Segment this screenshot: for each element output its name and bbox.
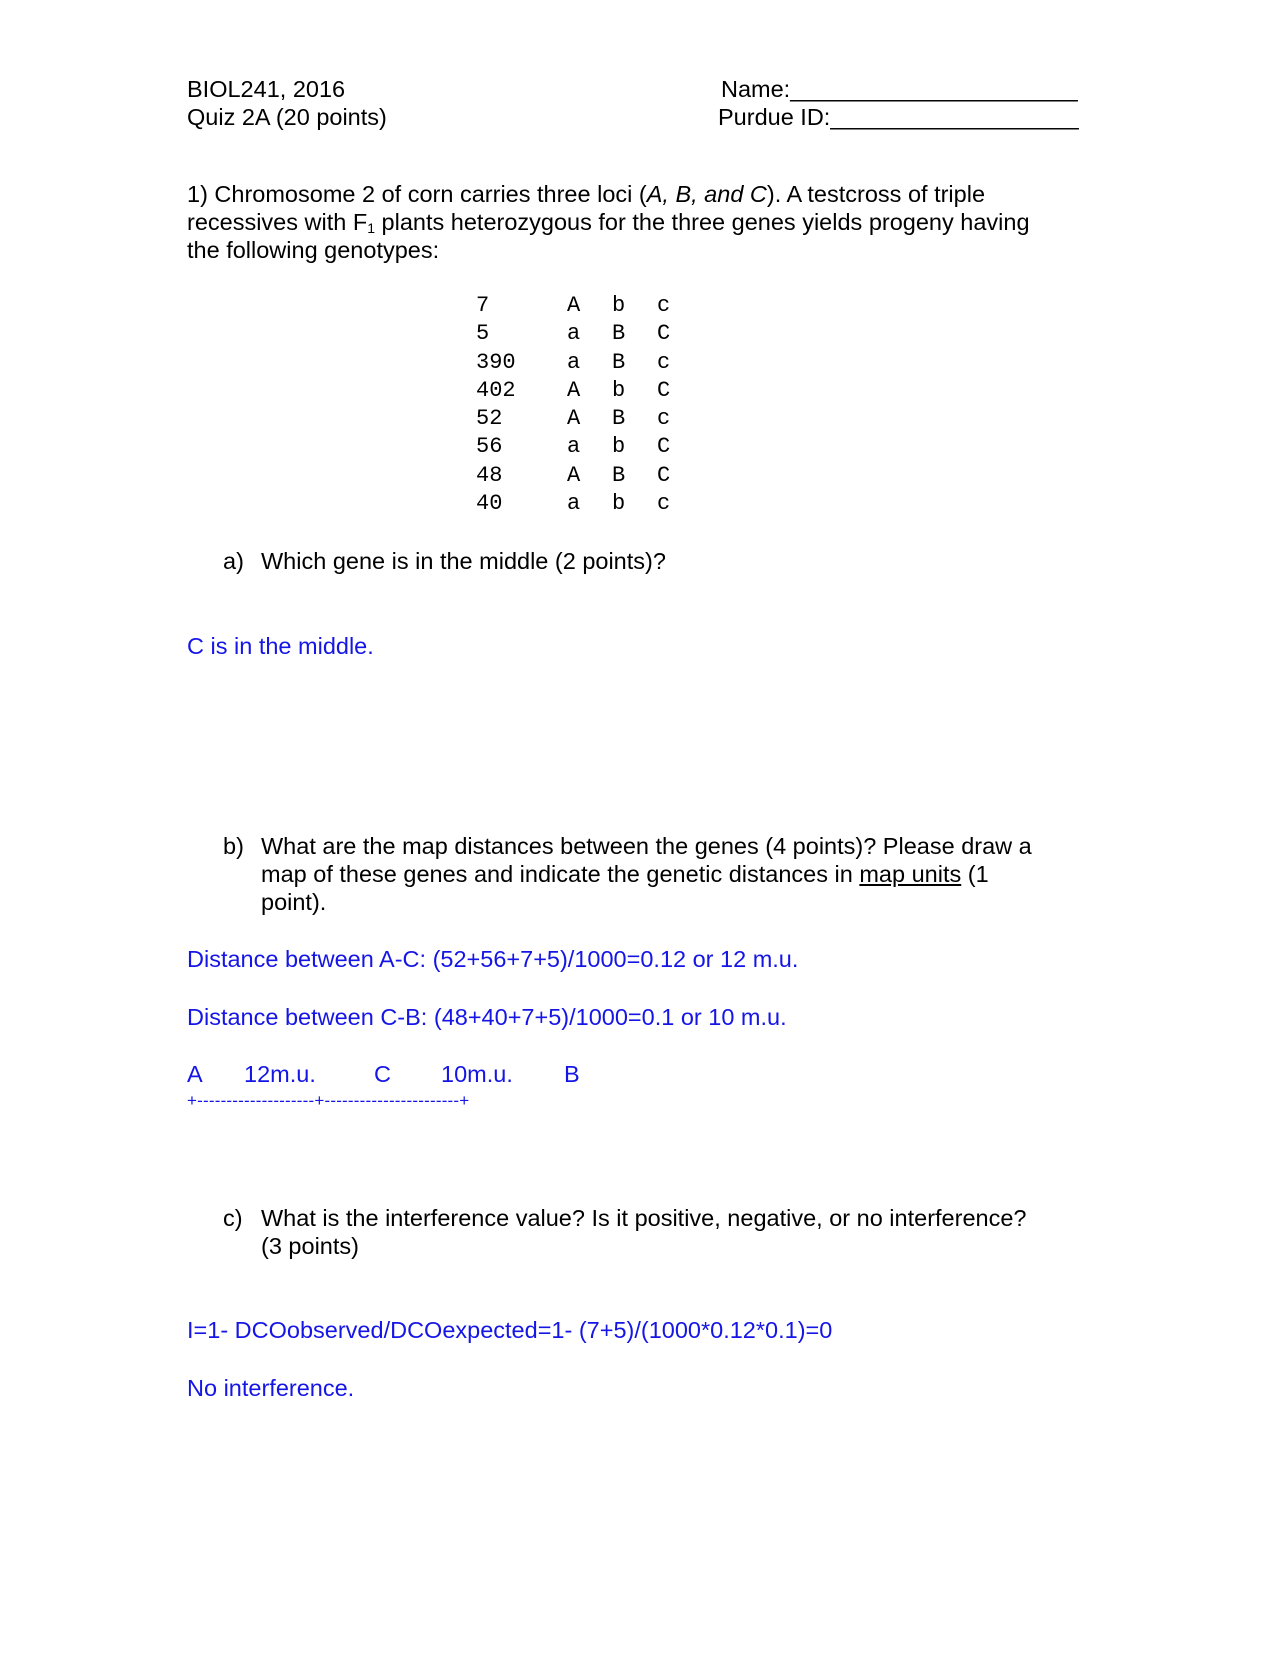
- map-units-underlined: map units: [859, 861, 962, 887]
- genotype-row: [476, 292, 702, 320]
- allele-a: A: [567, 293, 581, 318]
- allele-c: c: [657, 406, 671, 432]
- allele-b: b: [612, 293, 626, 318]
- loci-names: A, B, and C: [646, 181, 767, 207]
- genotype-row: [476, 377, 702, 405]
- genotype-row: [476, 433, 702, 461]
- genotype-count: 52: [476, 406, 503, 432]
- name-field-label: Name:______________________: [721, 76, 1078, 102]
- allele-c: c: [657, 349, 671, 375]
- allele-b: b: [612, 491, 626, 517]
- allele-b: B: [612, 406, 626, 432]
- question-1-line-1: 1) Chromosome 2 of corn carries three loci (A, B, and C). A testcross of triple: [187, 181, 986, 207]
- header-left: [187, 75, 387, 131]
- question-1-prompt: [187, 180, 1087, 264]
- genotype-row: [476, 405, 702, 433]
- part-c-answer-conclusion: No interference.: [187, 1375, 355, 1401]
- map-line: +--------------------+-----------------------+: [187, 1091, 470, 1110]
- f1-subscript: 1: [367, 220, 376, 236]
- allele-a: A: [567, 377, 581, 403]
- genotype-count: 390: [476, 349, 516, 375]
- allele-b: B: [612, 462, 626, 488]
- allele-c: C: [657, 321, 671, 347]
- part-a-question: Which gene is in the middle (2 points)?: [261, 548, 666, 574]
- allele-c: c: [657, 293, 671, 318]
- allele-a: a: [567, 349, 581, 375]
- genotype-row: [476, 320, 702, 348]
- question-1-line-2: recessives with $F_1$ plants heterozygous for the three genes yields progeny having: [187, 209, 1030, 236]
- course-title: BIOL241, 2016: [187, 76, 346, 102]
- allele-c: C: [657, 462, 671, 488]
- allele-c: C: [657, 377, 671, 403]
- map-distance-cb: 10m.u.: [441, 1061, 513, 1087]
- map-distance-ac: 12m.u.: [244, 1061, 316, 1087]
- quiz-title: Quiz 2A (20 points): [187, 104, 387, 130]
- part-c-answer-formula: I=1- DCOobserved/DCOexpected=1- (7+5)/(1000*0.12*0.1)=0: [187, 1317, 833, 1343]
- map-gene-b: B: [564, 1061, 580, 1087]
- allele-a: a: [567, 491, 581, 517]
- part-c-label: c): [223, 1205, 243, 1231]
- header-right: [718, 75, 1079, 131]
- allele-c: c: [657, 491, 671, 517]
- allele-b: B: [612, 349, 626, 375]
- part-b-answer-cb: Distance between C-B: (48+40+7+5)/1000=0.1 or 10 m.u.: [187, 1004, 787, 1030]
- allele-a: A: [567, 462, 581, 488]
- part-a-answer: C is in the middle.: [187, 633, 374, 659]
- part-b-question: What are the map distances between the genes (4 points)? Please draw a map of these genes and indicate the genetic distances in map units (1 point).: [261, 833, 1032, 915]
- part-b-label: b): [223, 833, 244, 859]
- allele-c: C: [657, 434, 671, 460]
- allele-a: a: [567, 321, 581, 347]
- map-gene-a: A: [187, 1061, 203, 1087]
- purdue-id-field-label: Purdue ID:___________________: [718, 104, 1079, 130]
- question-1-line-3: the following genotypes:: [187, 237, 440, 263]
- allele-b: B: [612, 321, 626, 347]
- genotype-count: 40: [476, 491, 503, 517]
- part-b-answer-ac: Distance between A-C: (52+56+7+5)/1000=0.12 or 12 m.u.: [187, 946, 799, 972]
- genotype-row: [476, 490, 702, 518]
- map-gene-c: C: [374, 1061, 391, 1087]
- genotype-count: 56: [476, 434, 503, 460]
- part-a-label: a): [223, 548, 244, 574]
- genotype-count: 402: [476, 377, 516, 403]
- allele-a: a: [567, 434, 581, 460]
- allele-b: b: [612, 377, 626, 403]
- genotype-count: 5: [476, 321, 490, 347]
- genotype-count: 7: [476, 293, 490, 318]
- genotype-row: [476, 462, 702, 490]
- genotype-row: [476, 349, 702, 377]
- genotype-count: 48: [476, 462, 503, 488]
- genotype-table: [476, 292, 702, 518]
- allele-b: b: [612, 434, 626, 460]
- allele-a: A: [567, 406, 581, 432]
- part-c-question: What is the interference value? Is it positive, negative, or no interference? (3 points): [261, 1205, 1027, 1259]
